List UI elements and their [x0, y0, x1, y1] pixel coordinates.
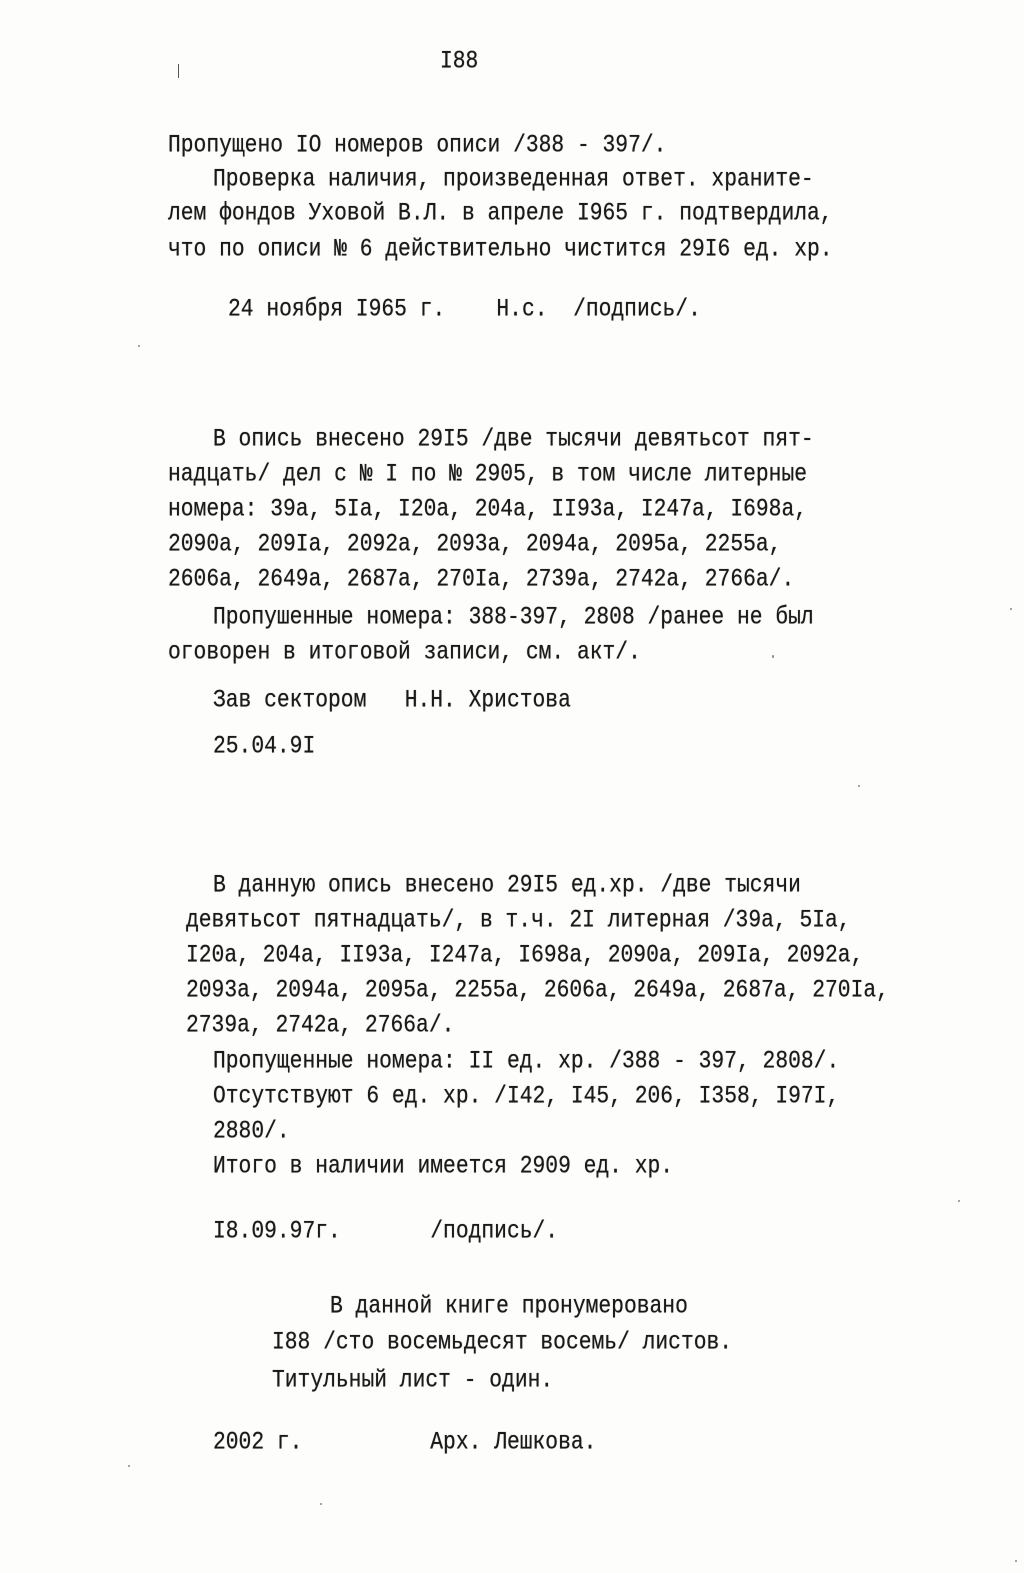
scan-speck — [858, 785, 860, 787]
page-number: I88 — [440, 47, 479, 76]
block1-line-4: что по описи № 6 действительно чистится 29I6 ед. хр. — [168, 235, 833, 264]
block3-line-8: 2880/. — [213, 1117, 290, 1146]
margin-mark — [178, 64, 179, 78]
block3-signature-line: I8.09.97г. /подпись/. — [213, 1217, 559, 1246]
block3-line-4: 2093а, 2094а, 2095а, 2255а, 2606а, 2649а, 2687а, 270Iа, — [186, 976, 889, 1005]
scan-speck — [1015, 1560, 1017, 1562]
block4-signature-line: 2002 г. Арх. Лешкова. — [213, 1428, 597, 1457]
block2-line-1: В опись внесено 29I5 /две тысячи девятьсот пят- — [213, 425, 814, 454]
block3-line-9: Итого в наличии имеется 2909 ед. хр. — [213, 1152, 674, 1181]
scan-speck — [958, 1200, 960, 1202]
block2-line-6: Пропушенные номера: 388-397, 2808 /ранее не был — [213, 603, 814, 632]
scan-speck — [1010, 608, 1012, 610]
block2-line-4: 2090а, 209Iа, 2092а, 2093а, 2094а, 2095а, 2255а, — [168, 530, 782, 559]
scan-speck — [128, 1465, 130, 1467]
block2-line-7: оговорен в итоговой записи, см. акт/. — [168, 638, 641, 667]
block3-line-7: Отсутствуют 6 ед. хр. /I42, I45, 206, I358, I97I, — [213, 1082, 840, 1111]
scan-speck — [138, 345, 140, 347]
scan-speck — [320, 1503, 322, 1505]
block2-line-3: номера: 39а, 5Iа, I20а, 204а, II93а, I247а, I698а, — [168, 495, 808, 524]
block3-line-6: Пропущенные номера: II ед. хр. /388 - 397, 2808/. — [213, 1047, 840, 1076]
block1-signature-line: 24 ноября I965 г. Н.с. /подпись/. — [228, 295, 701, 324]
block1-line-2: Проверка наличия, произведенная ответ. храните- — [213, 165, 814, 194]
block2-date: 25.04.9I — [213, 732, 316, 761]
block3-line-1: В данную опись внесено 29I5 ед.хр. /две тысячи — [213, 871, 801, 900]
block3-line-5: 2739а, 2742а, 2766а/. — [186, 1011, 455, 1040]
block4-line-3: Титульный лист - один. — [272, 1366, 554, 1395]
block3-line-2: девятьсот пятнадцать/, в т.ч. 2I литерная /39а, 5Iа, — [186, 906, 851, 935]
block2-line-5: 2606а, 2649а, 2687а, 270Iа, 2739а, 2742а, 2766а/. — [168, 565, 795, 594]
block2-line-2: надцать/ дел с № I по № 2905, в том числе литерные — [168, 460, 808, 489]
block4-line-2: I88 /сто восемьдесят восемь/ листов. — [272, 1328, 733, 1357]
scan-speck — [772, 655, 774, 658]
block1-line-1: Пропущено IO номеров описи /388 - 397/. — [168, 131, 667, 160]
block4-line-1: В данной книге пронумеровано — [330, 1292, 688, 1321]
block2-position-line: Зав сектором Н.Н. Христова — [213, 686, 571, 715]
block1-line-3: лем фондов Уховой В.Л. в апреле I965 г. подтвердила, — [168, 199, 833, 228]
block3-line-3: I20а, 204а, II93а, I247а, I698а, 2090а, 209Iа, 2092а, — [186, 941, 864, 970]
